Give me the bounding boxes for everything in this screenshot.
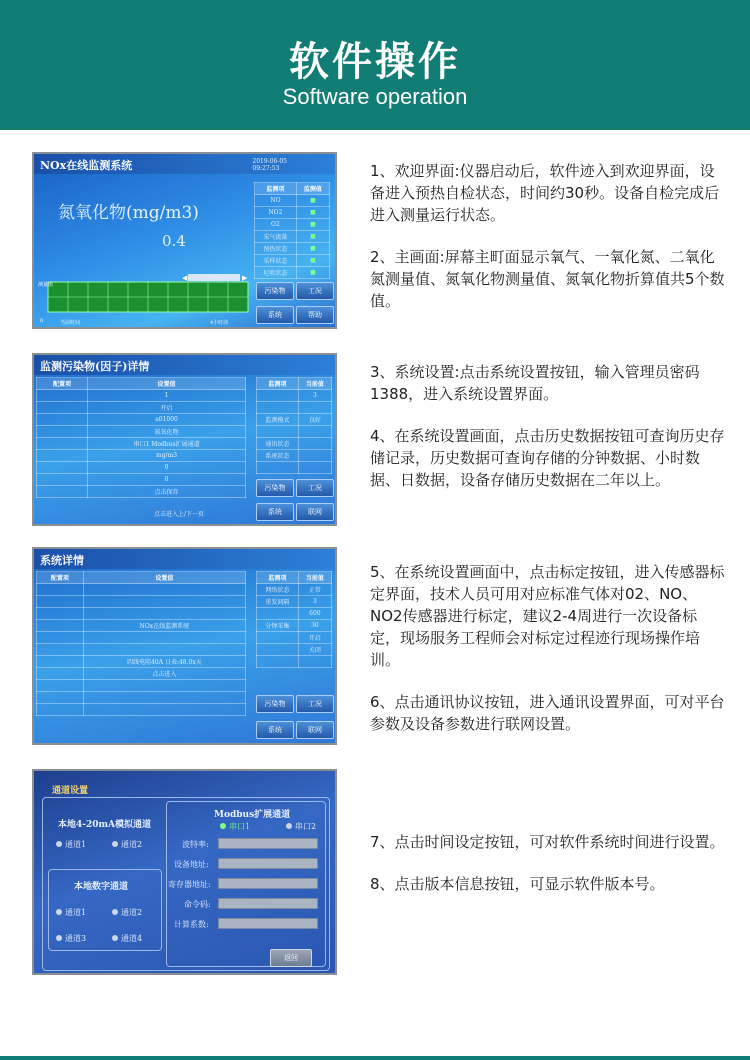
chart-scroll-bar[interactable] xyxy=(188,274,240,281)
screen-title-bar xyxy=(34,154,335,174)
section-1-paragraph-2: 2、主画面:屏幕主町面显示氧气、一氧化氮、二氧化氮测量值、氮氧化物测量值、氮氧化物折算值共5个数值。 xyxy=(370,248,725,310)
system-detail-screenshot xyxy=(32,547,337,745)
command-label: 命令码: xyxy=(184,900,211,909)
pollutant-detail-screenshot xyxy=(32,353,337,526)
network-button[interactable]: 联网 xyxy=(296,721,334,739)
analog-channel-1[interactable]: 通道1 xyxy=(56,839,86,850)
chart-ylabel: 测量值 xyxy=(38,282,54,288)
section-2-paragraph-2: 4、在系统设置画面，点击历史数据按钮可查询历史存储记录，历史数据可查询存储的分钟数据、小时数据、日数据，设备存储历史数据在二年以上。 xyxy=(370,427,725,489)
section-3-paragraph-1: 5、在系统设置画面中，点击标定按钮，进入传感器标定界面，技术人员可用对应标准气体对02、NO、NO2传感器进行标定，建议2-4周进行一次设备标定，现场服务工程师会对标定过程迹行现场操作培训。 xyxy=(370,563,725,669)
pollutant-button[interactable]: 污染物 xyxy=(256,479,294,497)
status-table: 监测项 监测值 NO ■ NO2 ■ O2 ■ 采气流量 ■ 预热状态 ■ 采样状态 ■ 尼吹状态 ■ xyxy=(254,182,330,279)
screen-title: 监测污染物(因子)详情 xyxy=(40,360,150,373)
screen-title-bar xyxy=(34,355,335,375)
baud-label: 波特率: xyxy=(182,840,209,849)
network-button[interactable]: 联网 xyxy=(296,503,334,521)
chart-left-label: 当前时间 xyxy=(60,320,81,326)
section-4-text xyxy=(370,831,726,895)
trend-chart xyxy=(38,272,250,326)
section-4-paragraph-2: 8、点击版本信息按钮，可显示软件版本号。 xyxy=(370,875,665,893)
screen-title: 系统详情 xyxy=(40,554,84,567)
digital-title: 本地数字通道 xyxy=(74,882,129,892)
page-header xyxy=(0,0,750,130)
measure-value: 0.4 xyxy=(162,232,186,250)
system-button[interactable]: 系统 xyxy=(256,721,294,739)
screen-clock: 2019-06-05 09:27:53 xyxy=(252,158,287,172)
status-table: 监测项 当前值 网络状态 正常 重发间隔 3 600 分钟采集 30 开启 关闭 xyxy=(256,571,332,668)
config-table: 配置项 设置值 1 开启 a01000 氮氧化物 串口1 Modbus扩展通道 mg/m3 0 0 点击保存 xyxy=(36,377,246,498)
svg-text:▶: ▶ xyxy=(242,274,248,282)
screen-title: 通道设置 xyxy=(52,786,89,796)
digital-channel-1[interactable]: 通道1 xyxy=(56,907,86,918)
section-3-paragraph-2: 6、点击通讯协议按钮，进入通讯设置界面，可对平台参数及设备参数进行联网设置。 xyxy=(370,693,725,733)
pollutant-button[interactable]: 污染物 xyxy=(256,282,294,300)
serial-port-1[interactable]: 串口1 xyxy=(220,821,250,832)
main-screen-screenshot xyxy=(32,152,337,329)
register-field[interactable] xyxy=(218,878,318,889)
channel-settings-screenshot xyxy=(32,769,337,975)
condition-button[interactable]: 工况 xyxy=(296,479,334,497)
measure-label: 氮氧化物(mg/m3) xyxy=(58,203,199,223)
digital-channel-4[interactable]: 通道4 xyxy=(112,933,142,944)
serial-port-2[interactable]: 串口2 xyxy=(286,821,316,832)
svg-text:◀: ◀ xyxy=(182,274,188,282)
pollutant-button[interactable]: 污染物 xyxy=(256,695,294,713)
config-table: 配置项 设置值 NOx在线监测系统 四线电阻40A 日表:48.0x天 点击进入 xyxy=(36,571,246,716)
page-subtitle: Software operation xyxy=(282,84,468,109)
factor-field[interactable] xyxy=(218,918,318,929)
page-hint: 点击进入上/下一页 xyxy=(154,511,205,518)
address-field[interactable] xyxy=(218,858,318,869)
footer-bar xyxy=(0,1056,750,1060)
chart-zero-label: 0 xyxy=(40,318,44,324)
screen-title: NOx在线监测系统 xyxy=(40,159,133,172)
condition-button[interactable]: 工况 xyxy=(296,695,334,713)
help-button[interactable]: 帮助 xyxy=(296,306,334,324)
section-2-paragraph-1: 3、系统设置:点击系统设置按钮，输入管理员密码1388，进入系统设置界面。 xyxy=(370,363,700,403)
analog-title: 本地4-20mA模拟通道 xyxy=(58,820,152,830)
address-label: 设备地址: xyxy=(174,860,209,869)
command-field[interactable] xyxy=(218,898,318,909)
back-button[interactable]: 返回 xyxy=(270,949,312,967)
factor-label: 计算系数: xyxy=(174,920,209,929)
system-button[interactable]: 系统 xyxy=(256,503,294,521)
condition-button[interactable]: 工况 xyxy=(296,282,334,300)
section-4-paragraph-1: 7、点击时间设定按钮，可对软件系统时间进行设置。 xyxy=(370,833,725,851)
section-1-paragraph-1: 1、欢迎界面:仪器启动后，软件迹入到欢迎界面，设备进入预热自检状态，时间约30秒。设备自检完成后进入测量运行状态。 xyxy=(370,162,720,224)
screen-title-bar xyxy=(34,549,335,569)
digital-channel-3[interactable]: 通道3 xyxy=(56,933,86,944)
chart-right-label: 4小时前 xyxy=(210,320,229,326)
section-2-text xyxy=(370,361,726,491)
system-button[interactable]: 系统 xyxy=(256,306,294,324)
page-title: 软件操作 xyxy=(289,39,461,85)
section-1-text xyxy=(370,160,726,312)
analog-channel-2[interactable]: 通道2 xyxy=(112,839,142,850)
register-label: 寄存器地址: xyxy=(168,880,211,889)
digital-channel-2[interactable]: 通道2 xyxy=(112,907,142,918)
modbus-title: Modbus扩展通道 xyxy=(214,810,291,820)
baud-field[interactable] xyxy=(218,838,318,849)
status-table: 监测项 当前值 3 监测模式 良好 通讯状态 系统状态 xyxy=(256,377,332,474)
section-3-text xyxy=(370,561,726,735)
